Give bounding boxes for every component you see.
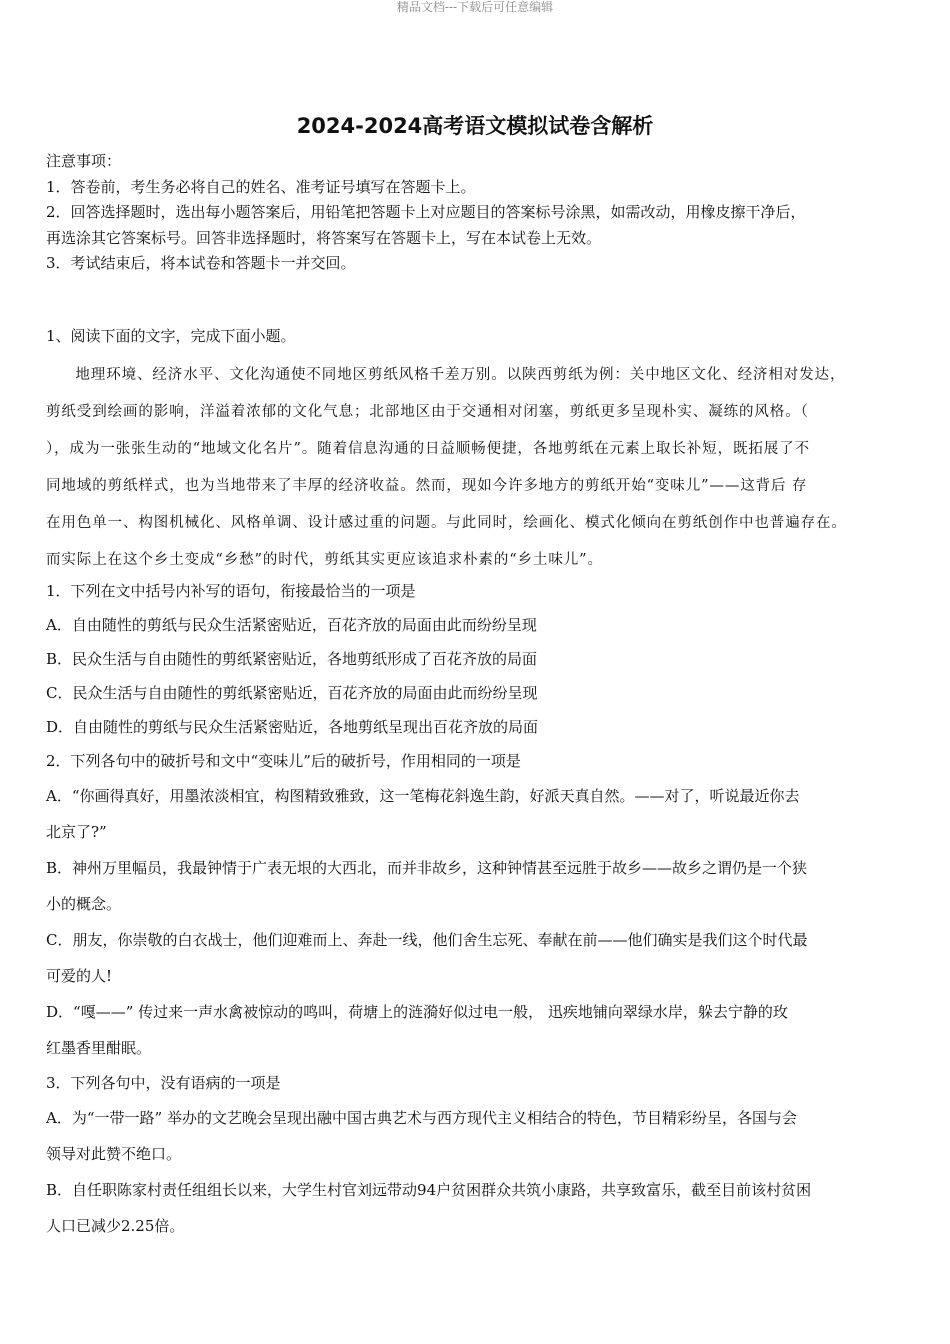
questions <box>46 574 916 1244</box>
question-2-option-c: C．朋友，你崇敬的白衣战士，他们迎难而上、奔赴一线，他们舍生忘死、奉献在前——他们确实是我们这个时代最 <box>46 931 808 949</box>
question-2-option-c-cont: 可爱的人! <box>46 967 113 985</box>
notice-item: 1．答卷前，考生务必将自己的姓名、准考证号填写在答题卡上。 <box>46 177 476 196</box>
question-1-option-a: A．自由随性的剪纸与民众生活紧密贴近，百花齐放的局面由此而纷纷呈现 <box>46 616 537 634</box>
question-2-option-d-cont: 红墨香里酣眠。 <box>46 1039 152 1057</box>
passage-line: 同地域的剪纸样式，也为当地带来了丰厚的经济收益。然而，现如今许多地方的剪纸开始“变味儿”——这背后 存 <box>46 478 808 494</box>
question-2-option-a-cont: 北京了?” <box>46 823 107 841</box>
passage-line: 地理环境、经济水平、文化沟通使不同地区剪纸风格千差万别。以陕西剪纸为例：关中地区文化、经济相对发达， <box>60 367 846 383</box>
notice-heading: 注意事项： <box>46 152 122 170</box>
passage-line: 剪纸受到绘画的影响，洋溢着浓郁的文化气息；北部地区由于交通相对闭塞，剪纸更多呈现朴实、凝练的风格。（ <box>46 404 809 420</box>
question-3-option-a-cont: 领导对此赞不绝口。 <box>46 1145 182 1163</box>
question-2-stem: 2．下列各句中的破折号和文中“变味儿”后的破折号，作用相同的一项是 <box>46 752 521 770</box>
question-3-option-b-cont: 人口已减少2.25倍。 <box>46 1217 185 1235</box>
question-2-option-b: B．神州万里幅员，我最钟情于广表无垠的大西北，而并非故乡，这种钟情甚至远胜于故乡——故乡之谓仍是一个狭 <box>46 859 808 877</box>
question-3-stem: 3．下列各句中，没有语病的一项是 <box>46 1074 281 1092</box>
section-intro: 1、阅读下面的文字，完成下面小题。 <box>46 327 296 345</box>
notice-item: 2．回答选择题时，选出每小题答案后，用铅笔把答题卡上对应题目的答案标号涂黑，如需改动，用橡皮擦干净后， <box>46 203 806 221</box>
notice-item: 3．考试结束后，将本试卷和答题卡一并交回。 <box>46 254 356 272</box>
reading-passage <box>46 357 914 579</box>
question-1-stem: 1．下列在文中括号内补写的语句，衔接最恰当的一项是 <box>46 582 416 600</box>
question-1-option-d: D．自由随性的剪纸与民众生活紧密贴近，各地剪纸呈现出百花齐放的局面 <box>46 718 539 736</box>
question-2-option-b-cont: 小的概念。 <box>46 895 122 913</box>
passage-line: 而实际上在这个乡土变成“乡愁”的时代，剪纸其实更应该追求朴素的“乡土味儿”。 <box>46 552 603 568</box>
page-title: 2024-2024高考语文模拟试卷含解析 <box>296 114 654 138</box>
notice-item: 再选涂其它答案标号。回答非选择题时，将答案写在答题卡上，写在本试卷上无效。 <box>46 228 602 247</box>
question-1-option-c: C．民众生活与自由随性的剪纸紧密贴近，百花齐放的局面由此而纷纷呈现 <box>46 684 538 702</box>
header-note: 精品文档---下载后可任意编辑 <box>396 0 554 14</box>
passage-line: 在用色单一、构图机械化、风格单调、设计感过重的问题。与此同时，绘画化、模式化倾向在剪纸创作中也普遍存在。 <box>46 515 847 531</box>
question-2-option-a: A．“你画得真好，用墨浓淡相宜，构图精致雅致，这一笔梅花斜逸生韵，好派天真自然。——对了，听说最近你去 <box>46 787 800 805</box>
passage-line: ），成为一张张生动的“地域文化名片”。随着信息沟通的日益顺畅便捷，各地剪纸在元素上取长补短，既拓展了不 <box>46 441 810 457</box>
question-2-option-d: D．“嘎——” 传过来一声水禽被惊动的鸣叫，荷塘上的涟漪好似过电一般， 迅疾地铺向翠绿水岸，躲去宁静的玫 <box>46 1003 788 1021</box>
question-3-option-a: A．为“一带一路” 举办的文艺晚会呈现出融中国古典艺术与西方现代主义相结合的特色，节目精彩纷呈，各国与会 <box>46 1109 797 1127</box>
notice-section <box>46 149 906 277</box>
question-3-option-b: B．自任职陈家村责任组组长以来，大学生村官刘远带动94户贫困群众共筑小康路，共享致富乐，截至目前该村贫困 <box>46 1181 812 1199</box>
question-1-option-b: B．民众生活与自由随性的剪纸紧密贴近，各地剪纸形成了百花齐放的局面 <box>46 650 538 668</box>
